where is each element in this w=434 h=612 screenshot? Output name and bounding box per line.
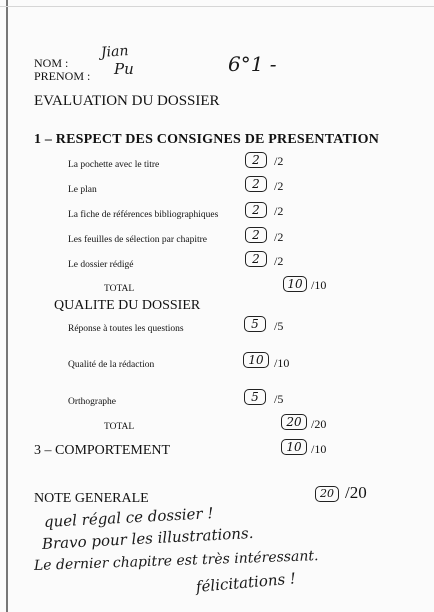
score-box: 2 — [245, 251, 267, 267]
score-box: 5 — [244, 316, 266, 332]
score-box: 5 — [244, 389, 266, 405]
item-label: Orthographe — [68, 397, 117, 407]
total-score-box: 10 — [283, 276, 307, 292]
behavior-max: /10 — [311, 442, 327, 456]
general-label: NOTE GENERALE — [34, 491, 149, 506]
item-label: Les feuilles de sélection par chapitre — [68, 235, 208, 245]
total-label: TOTAL — [104, 422, 135, 432]
prenom-value: Pu — [114, 60, 134, 78]
section2-title: QUALITE DU DOSSIER — [54, 298, 201, 313]
score-box: 2 — [245, 152, 267, 168]
page-title: EVALUATION DU DOSSIER — [34, 93, 220, 109]
comment-line: quel régal ce dossier ! — [43, 504, 214, 531]
comment-line: Bravo pour les illustrations. — [41, 523, 254, 553]
nom-label: NOM : — [34, 56, 69, 70]
total-max: /10 — [311, 278, 327, 292]
score-box: 2 — [245, 176, 267, 192]
behavior-score-box: 10 — [281, 439, 307, 455]
section3-title: 3 – COMPORTEMENT — [34, 443, 171, 458]
total-score-box: 20 — [281, 414, 307, 430]
item-label: Le dossier rédigé — [68, 260, 134, 270]
nom-value: Jian — [100, 43, 129, 61]
score-box: 2 — [245, 202, 267, 218]
item-label: Réponse à toutes les questions — [68, 324, 184, 334]
score-box: 10 — [243, 352, 269, 368]
page-edge-left — [6, 0, 8, 612]
item-label: La pochette avec le titre — [68, 160, 160, 170]
score-max: /2 — [274, 230, 284, 244]
total-max: /20 — [311, 417, 327, 431]
score-max: /5 — [274, 319, 284, 333]
class-value: 6°1 - — [228, 52, 277, 76]
score-max: /2 — [274, 254, 284, 268]
item-label: La fiche de références bibliographiques — [68, 210, 219, 220]
comment-line: félicitations ! — [195, 569, 297, 596]
section1-title: 1 – RESPECT DES CONSIGNES DE PRESENTATION — [34, 132, 380, 147]
score-box: 2 — [245, 227, 267, 243]
item-label: Le plan — [68, 185, 97, 195]
comment-line: Le dernier chapitre est très intéressant. — [33, 548, 319, 574]
score-max: /10 — [274, 356, 290, 370]
total-label: TOTAL — [104, 284, 135, 294]
score-max: /5 — [274, 392, 284, 406]
general-score-box: 20 — [315, 486, 339, 502]
general-max: /20 — [345, 483, 367, 502]
item-label: Qualité de la rédaction — [68, 360, 155, 370]
score-max: /2 — [274, 179, 284, 193]
prenom-label: PRENOM : — [34, 69, 91, 83]
score-max: /2 — [274, 204, 284, 218]
score-max: /2 — [274, 154, 284, 168]
page-edge-top — [0, 6, 434, 7]
